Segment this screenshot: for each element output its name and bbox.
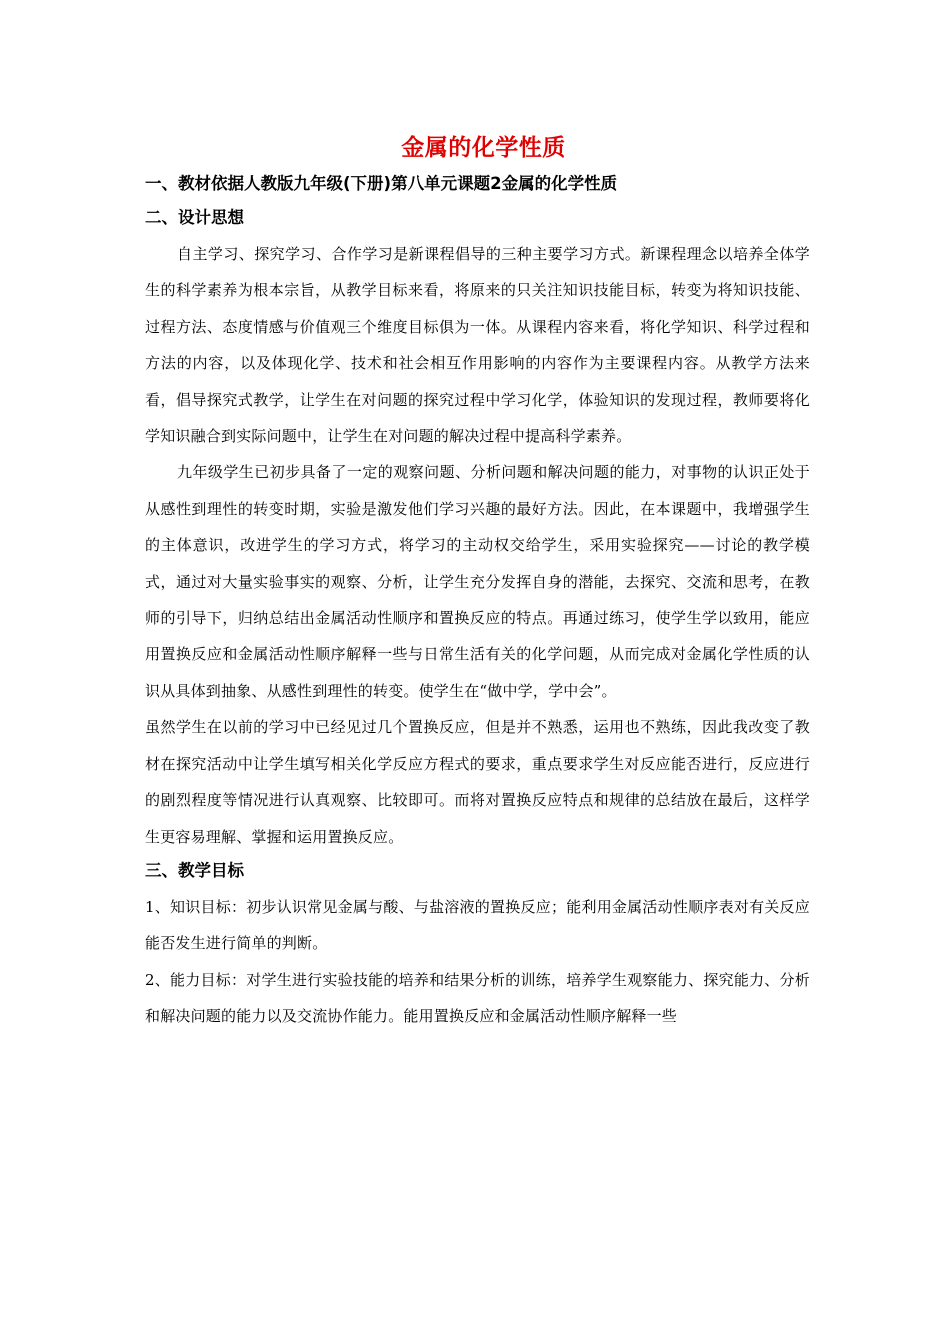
section-heading-design: 二、设计思想 xyxy=(145,208,244,227)
design-paragraph-1: 自主学习、探究学习、合作学习是新课程倡导的三种主要学习方式。新课程理念以培养全体学生的科学素养为根本宗旨，从教学目标来看，将原来的只关注知识技能目标，转变为将知识技能、过程方法、态度情感与价值观三个维度目标俱为一体。从课程内容来看，将化学知识、科学过程和方法的内容，以及体现化学、技术和社会相互作用影响的内容作为主要课程内容。从教学方法来看，倡导探究式教学，让学生在对问题的探究过程中学习化学，体验知识的发现过程，教师要将化学知识融合到实际问题中，让学生在对问题的解决过程中提高科学素养。 xyxy=(145,245,810,446)
goal-ability: 2、能力目标：对学生进行实验技能的培养和结果分析的训练，培养学生观察能力、探究能力、分析和解决问题的能力以及交流协作能力。能用置换反应和金属活动性顺序解释一些 xyxy=(145,970,810,1026)
goal-knowledge: 1、知识目标：初步认识常见金属与酸、与盐溶液的置换反应；能利用金属活动性顺序表对有关反应能否发生进行简单的判断。 xyxy=(145,897,810,953)
design-paragraph-2: 九年级学生已初步具备了一定的观察问题、分析问题和解决问题的能力，对事物的认识正处于从感性到理性的转变时期，实验是激发他们学习兴趣的最好方法。因此，在本课题中，我增强学生的主体意识，改进学生的学习方式，将学习的主动权交给学生，采用实验探究——讨论的教学模式，通过对大量实验事实的观察、分析，让学生充分发挥自身的潜能，去探究、交流和思考，在教师的引导下，归纳总结出金属活动性顺序和置换反应的特点。再通过练习，使学生学以致用，能应用置换反应和金属活动性顺序解释一些与日常生活有关的化学问题，从而完成对金属化学性质的认识从具体到抽象、从感性到理性的转变。使学生在“做中学，学中会”。 xyxy=(145,463,810,700)
design-paragraph-3: 虽然学生在以前的学习中已经见过几个置换反应，但是并不熟悉，运用也不熟练，因此我改变了教材在探究活动中让学生填写相关化学反应方程式的要求，重点要求学生对反应能否进行，反应进行的剧烈程度等情况进行认真观察、比较即可。而将对置换反应特点和规律的总结放在最后，这样学生更容易理解、掌握和运用置换反应。 xyxy=(145,718,810,846)
section-heading-basis: 一、教材依据人教版九年级(下册)第八单元课题2金属的化学性质 xyxy=(145,174,618,193)
section-heading-goals: 三、教学目标 xyxy=(145,860,244,880)
document-title: 金属的化学性质 xyxy=(401,135,566,161)
document-page xyxy=(145,128,810,1035)
